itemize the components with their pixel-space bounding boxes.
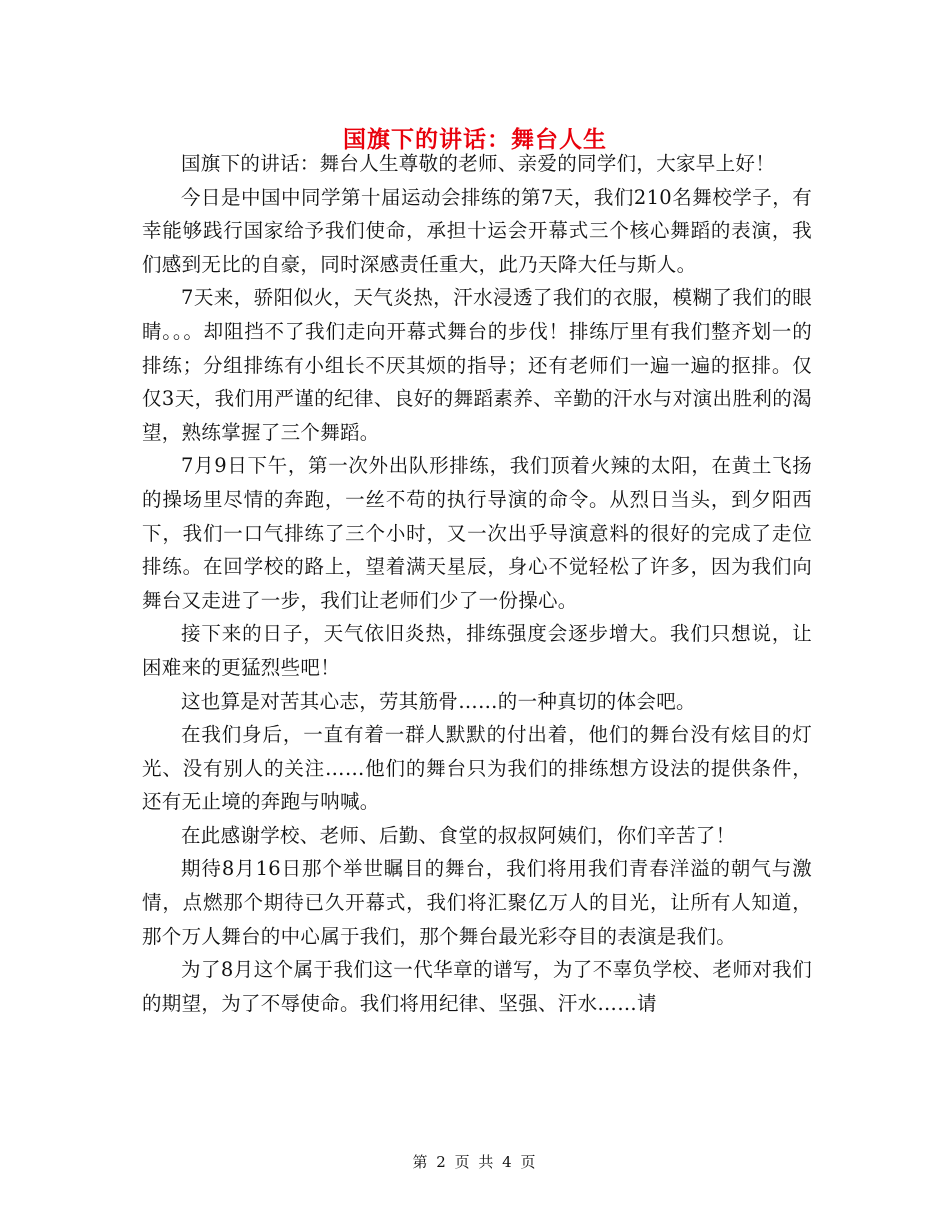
paragraph: 接下来的日子，天气依旧炎热，排练强度会逐步增大。我们只想说，让困难来的更猛烈些吧！: [142, 622, 812, 679]
paragraph: 今日是中国中同学第十届运动会排练的第7天，我们210名舞校学子，有幸能够践行国家给予我们使命，承担十运会开幕式三个核心舞蹈的表演，我们感到无比的自豪，同时深感责任重大，此乃天降大任与斯人。: [142, 185, 812, 276]
paragraph: 7天来，骄阳似火，天气炎热，汗水浸透了我们的衣服，模糊了我们的眼睛。。。却阻挡不了我们走向开幕式舞台的步伐！排练厅里有我们整齐划一的排练；分组排练有小组长不厌其烦的指导；还有老师们一遍一遍的抠排。仅仅3天，我们用严谨的纪律、良好的舞蹈素养、辛勤的汗水与对演出胜利的渴望，熟练掌握了三个舞蹈。: [142, 286, 812, 444]
paragraph: 为了8月这个属于我们这一代华章的谱写，为了不辜负学校、老师对我们的期望，为了不辱使命。我们将用纪律、坚强、汗水……请: [142, 958, 812, 1015]
page-number-footer: 第 2 页 共 4 页: [412, 1153, 538, 1171]
paragraph: 7月9日下午，第一次外出队形排练，我们顶着火辣的太阳，在黄土飞扬的操场里尽情的奔跑，一丝不苟的执行导演的命令。从烈日当头，到夕阳西下，我们一口气排练了三个小时，又一次出乎导演意料的很好的完成了走位排练。在回学校的路上，望着满天星辰，身心不觉轻松了许多，因为我们向舞台又走进了一步，我们让老师们少了一份操心。: [142, 454, 812, 612]
document-body: [142, 147, 812, 1020]
paragraph: 国旗下的讲话：舞台人生尊敬的老师、亲爱的同学们，大家早上好！: [181, 152, 776, 175]
paragraph: 期待8月16日那个举世瞩目的舞台，我们将用我们青春洋溢的朝气与激情，点燃那个期待已久开幕式，我们将汇聚亿万人的目光，让所有人知道，那个万人舞台的中心属于我们，那个舞台最光彩夺目的表演是我们。: [142, 857, 812, 948]
document-title: 国旗下的讲话：舞台人生: [343, 126, 607, 154]
paragraph: 在此感谢学校、老师、后勤、食堂的叔叔阿姨们，你们辛苦了！: [181, 823, 736, 847]
paragraph: 在我们身后，一直有着一群人默默的付出着，他们的舞台没有炫目的灯光、没有别人的关注……他们的舞台只为我们的排练想方设法的提供条件，还有无止境的奔跑与呐喊。: [142, 723, 812, 814]
paragraph: 这也算是对苦其心志，劳其筋骨……的一种真切的体会吧。: [181, 689, 696, 713]
